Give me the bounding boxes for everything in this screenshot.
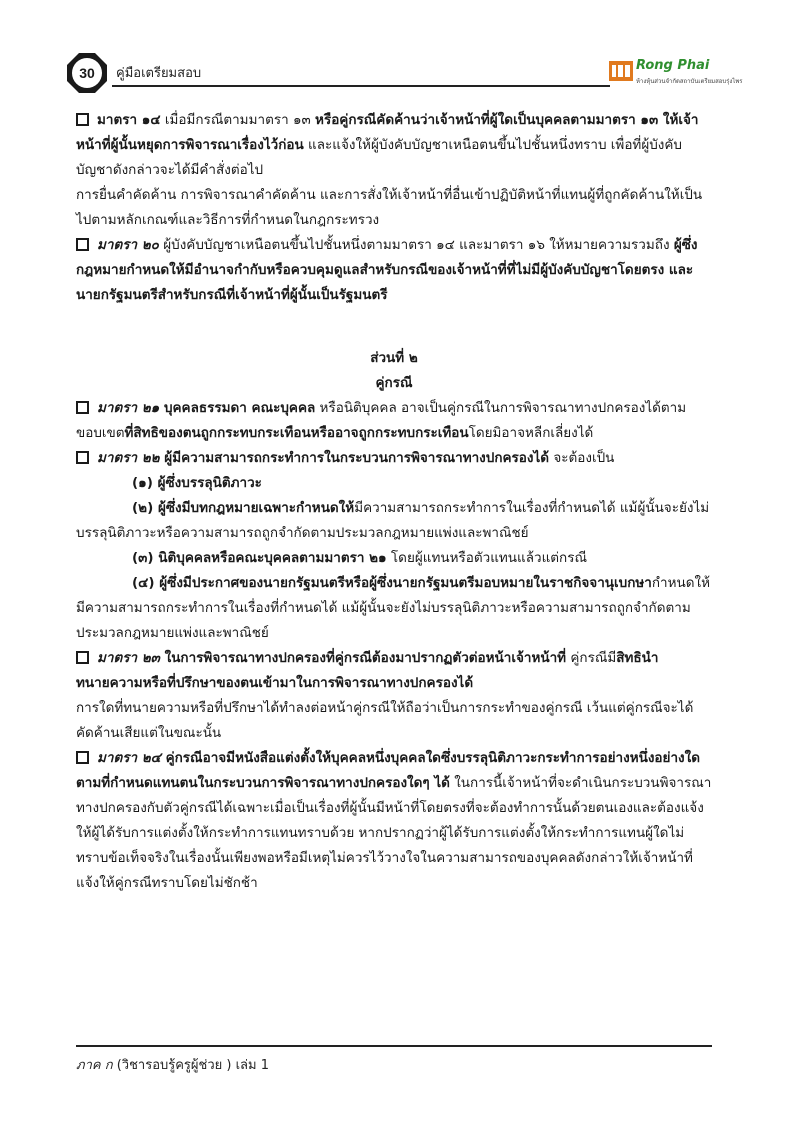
footer-rule <box>76 1045 712 1047</box>
brand-name: Rong Phai <box>636 58 710 73</box>
article-14-text-2: และแจ้งให้ผู้บังคับบัญชาเหนือตนขึ้นไปชั้นหนึ่งทราบ เพื่อที่ผู้บังคับบัญชาดังกล่าวจะได้มีคำสั่งต่อไป <box>76 137 683 178</box>
article-22-item-3 <box>76 546 712 571</box>
article-20-bold-1: ผู้ซึ่งกฎหมายกำหนดให้มีอำนาจกำกับหรือควบคุมดูแลสำหรับกรณีของเจ้าหน้าที่ที่ไม่มีผู้บังคับบัญชาโดยตรง และนายกรัฐมนตรีสำหรับกรณีที่เจ้าหน้าที่ผู้นั้นเป็นรัฐมนตรี <box>76 237 698 303</box>
article-24 <box>76 746 712 896</box>
footer-part: ภาค ก <box>76 1058 113 1073</box>
article-23-bold-1: ในการพิจารณาทางปกครองที่คู่กรณีต้องมาปรากฏตัวต่อหน้าเจ้าหน้าที่ <box>159 650 567 666</box>
page-number-badge <box>66 52 108 94</box>
checkbox-icon <box>76 401 89 414</box>
article-14-paragraph-2: การยื่นคำคัดค้าน การพิจารณาคำคัดค้าน และการสั่งให้เจ้าหน้าที่อื่นเข้าปฏิบัติหน้าที่แทนผู้ที่ถูกคัดค้านให้เป็นไปตามหลักเกณฑ์และวิธีการที่กำหนดในกฎกระทรวง <box>76 187 703 228</box>
article-23-paragraph-2: การใดที่ทนายความหรือที่ปรึกษาได้ทำลงต่อหน้าคู่กรณีให้ถือว่าเป็นการกระทำของคู่กรณี เว้นแต่คู่กรณีจะได้คัดค้านเสียแต่ในขณะนั้น <box>76 700 694 741</box>
article-23 <box>76 646 712 696</box>
article-24-lead: มาตรา ๒๔ <box>97 750 161 766</box>
article-21-text-2: โดยมิอาจหลีกเลี่ยงได้ <box>468 425 594 441</box>
article-21-lead: มาตรา ๒๑ <box>97 400 160 416</box>
article-22-lead: มาตรา ๒๒ <box>97 450 160 466</box>
article-22-item-4-text: กำหนดให้มีความสามารถกระทำการในเรื่องที่กำหนดได้ แม้ผู้นั้นจะยังไม่บรรลุนิติภาวะหรือความสามารถถูกจำกัดตามประมวลกฎหมายแพ่งและพาณิชย์ <box>76 575 711 641</box>
article-20 <box>76 233 712 308</box>
article-22-item-1: (๑) ผู้ซึ่งบรรลุนิติภาวะ <box>132 475 262 491</box>
article-21-text-1: หรือนิติบุคคล อาจเป็นคู่กรณีในการพิจารณาทางปกครองได้ตามขอบเขต <box>76 400 687 441</box>
article-22-text-1: จะต้องเป็น <box>549 450 615 466</box>
article-22-item-2-bold: (๒) ผู้ซึ่งมีบทกฎหมายเฉพาะกำหนดให้ <box>132 500 355 516</box>
article-23-bold-2: สิทธินำทนายความหรือที่ปรึกษาของตนเข้ามาในการพิจารณาทางปกครองได้ <box>76 650 659 691</box>
article-22-item-3-bold: (๓) นิติบุคคลหรือคณะบุคคลตามมาตรา ๒๑ <box>132 550 387 566</box>
section-title: ส่วนที่ ๒ <box>370 350 418 366</box>
article-22-item-3-text: โดยผู้แทนหรือตัวแทนแล้วแต่กรณี <box>386 550 588 566</box>
article-14 <box>76 108 712 183</box>
article-22-item-2 <box>76 496 712 546</box>
brand-logo <box>608 56 743 86</box>
page-number: 30 <box>79 65 95 81</box>
checkbox-icon <box>76 238 89 251</box>
checkbox-icon <box>76 751 89 764</box>
page-content <box>76 108 712 896</box>
checkbox-icon <box>76 651 89 664</box>
article-22-item-2-text: มีความสามารถกระทำการในเรื่องที่กำหนดได้ แม้ผู้นั้นจะยังไม่บรรลุนิติภาวะหรือความสามารถถูกจำกัดตามประมวลกฎหมายแพ่งและพาณิชย์ <box>76 500 710 541</box>
article-21 <box>76 396 712 446</box>
article-14-bold-1: หรือคู่กรณีคัดค้านว่าเจ้าหน้าที่ผู้ใดเป็นบุคคลตามมาตรา ๑๓ ให้เจ้าหน้าที่ผู้นั้นหยุดการพิจารณาเรื่องไว้ก่อน <box>76 112 699 153</box>
footer-subject: (วิชารอบรู้ครูผู้ช่วย ) เล่ม 1 <box>112 1058 269 1073</box>
article-23-text-1: คู่กรณีมี <box>566 650 617 666</box>
article-23-lead: มาตรา ๒๓ <box>97 650 160 666</box>
article-21-bold-1: บุคคลธรรมดา คณะบุคคล <box>159 400 316 416</box>
footer <box>76 1054 269 1075</box>
article-24-text-1: ในการนี้เจ้าหน้าที่จะดำเนินกระบวนพิจารณาทางปกครองกับตัวคู่กรณีได้เฉพาะเมื่อเป็นเรื่องที่ผู้นั้นมีหน้าที่โดยตรงที่จะต้องทำการนั้นด้วยตนเองและต้องแจ้งให้ผู้ได้รับการแต่งตั้งให้กระทำการแทนทราบด้วย หากปรากฏว่าผู้ได้รับการแต่งตั้งให้กระทำการแทนผู้ใดไม่ทราบข้อเท็จจริงในเรื่องนั้นเพียงพอหรือมีเหตุไม่ควรไว้วางใจในความสามารถของบุคคลดังกล่าวให้เจ้าหน้าที่แจ้งให้คู่กรณีทราบโดยไม่ชักช้า <box>76 775 712 891</box>
article-14-text-1: เมื่อมีกรณีตามมาตรา ๑๓ <box>160 112 316 128</box>
checkbox-icon <box>76 451 89 464</box>
section-spacer <box>76 308 712 346</box>
article-24-bold-1: คู่กรณีอาจมีหนังสือแต่งตั้งให้บุคคลหนึ่งบุคคลใดซึ่งบรรลุนิติภาวะกระทำการอย่างหนึ่งอย่างใดตามที่กำหนดแทนตนในกระบวนการพิจารณาทางปกครองใดๆ ได้ <box>76 750 700 791</box>
section-subtitle: คู่กรณี <box>375 375 413 391</box>
article-22-item-4 <box>76 571 712 646</box>
article-20-text-1: ผู้บังคับบัญชาเหนือตนขึ้นไปชั้นหนึ่งตามมาตรา ๑๔ และมาตรา ๑๖ ให้หมายความรวมถึง <box>158 237 674 253</box>
article-20-lead: มาตรา ๒๐ <box>97 237 159 253</box>
checkbox-icon <box>76 113 89 126</box>
brand-tagline: ห้างหุ้นส่วนจำกัดสถาบันเตรียมสอบรุ่งไพร <box>636 78 743 85</box>
article-22-item-4-bold: (๔) ผู้ซึ่งมีประกาศของนายกรัฐมนตรีหรือผู้ซึ่งนายกรัฐมนตรีมอบหมายในราชกิจจานุเบกษา <box>132 575 652 591</box>
header-rule <box>112 85 610 87</box>
brand-logo-icon <box>608 60 634 82</box>
article-14-lead: มาตรา ๑๔ <box>97 112 161 128</box>
article-22 <box>76 446 712 471</box>
article-22-bold-1: ผู้มีความสามารถกระทำการในกระบวนการพิจารณาทางปกครองได้ <box>159 450 550 466</box>
article-21-bold-2: ที่สิทธิของตนถูกกระทบกระเทือนหรืออาจถูกกระทบกระเทือน <box>124 425 469 441</box>
header-title: คู่มือเตรียมสอบ <box>116 66 202 81</box>
